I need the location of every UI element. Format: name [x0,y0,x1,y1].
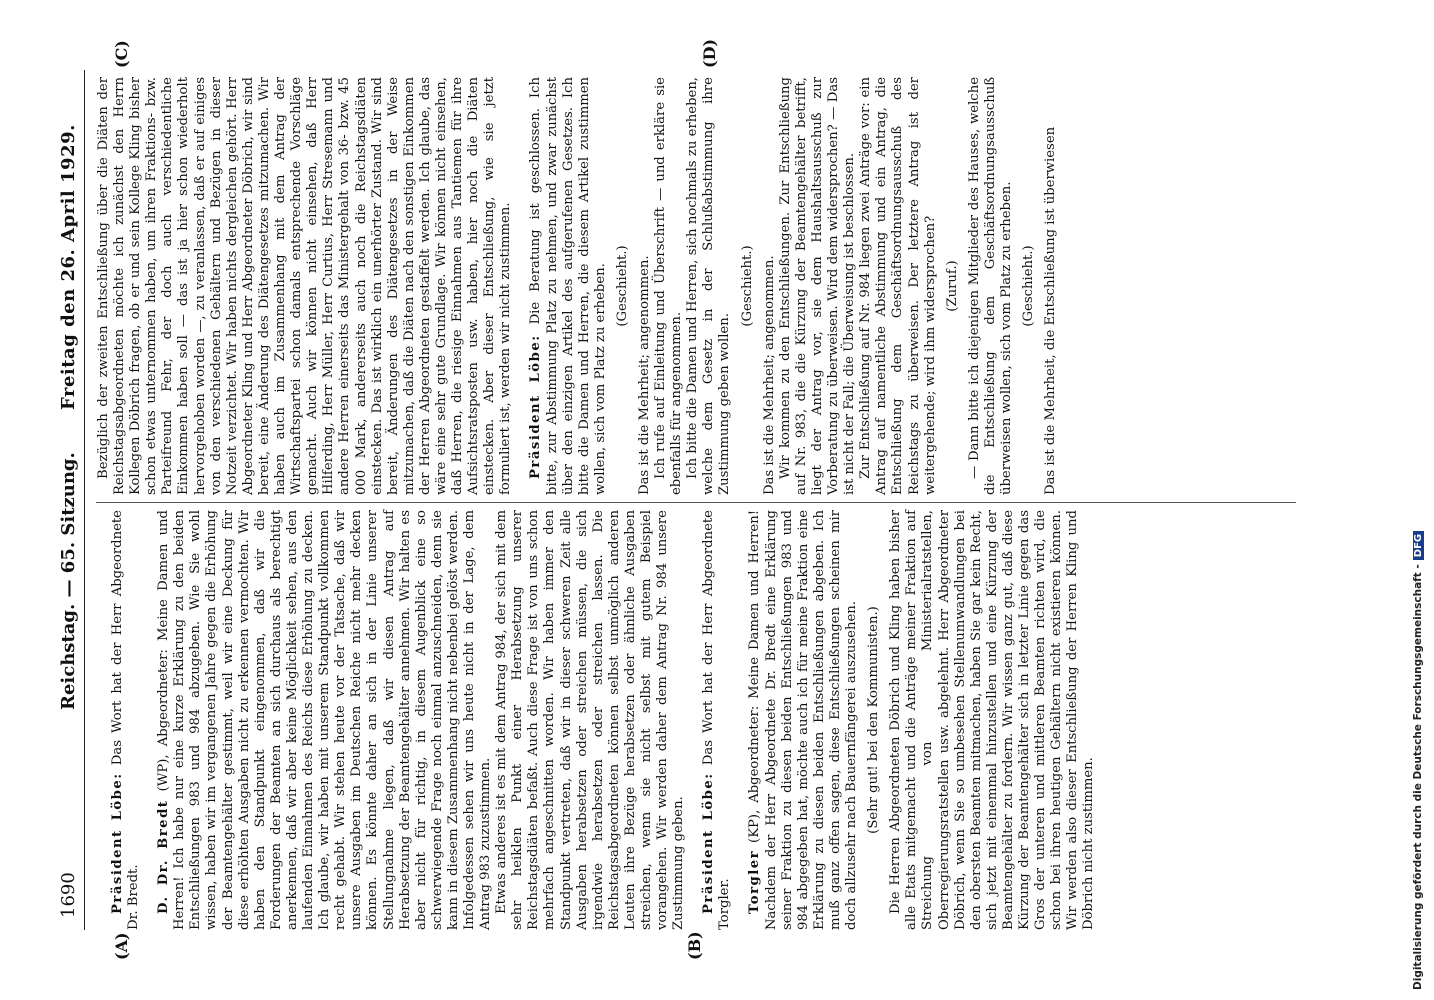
interjection: (Sehr gut! bei den Kommunisten.) [866,606,882,834]
credit-text: Digitalisierung gefördert durch die Deutsche Forschungsgemeinschaft - [1412,564,1424,990]
body-paragraph: Bezüglich der zweiten Entschließung über die Diäten der Reichstagsabgeordneten möchte ich zunächst den Herrn Kollegen Döbrich fragen, ob er und sein Kollege Kling bisher schon etwas unternommen haben, um ihren Fraktions- bzw. Parteifreund Fehr, der doch auch verschiedentliche Einkommen haben soll — das ist ja hier schon wiederholt hervorgehoben worden —, zu veranlassen, daß er auf einiges von den verschiedenen Gehältern und Bezügen in dieser Notzeit verzichtet. Wir haben nichts dergleichen gehört. Herr Abgeordneter Kling und Herr Abgeordneter Döbrich, wir sind bereit, eine Änderung des Diätengesetzes mitzumachen. Wir haben auch im Zusammenhang mit dem Antrag der Wirtschaftspartei schon damals entsprechende Vorschläge gemacht. Auch wir können nicht einsehen, daß Herr Hilferding, Herr Müller, Herr Curtius, Herr Stresemann und andere Herren einerseits das Ministergehalt von 36- bzw. 45 000 Mark, andererseits auch noch die Reichstagsdiäten einstecken. Das ist wirklich ein unerhörter Zustand. Wir sind bereit, Änderungen des Diätengesetzes in der Weise mitzumachen, daß die Diäten nach den sonstigen Einkommen der Herren Abgeordneten gestaffelt werden. Ich glaube, das wäre eine sehr gute Grundlage. Wir können nicht einsehen, daß Herren, die riesige Einnahmen aus Tantiemen für ihre Aufsichtsratsposten usw. haben, hier noch die Diäten einstecken. Aber dieser Entschließung, wie sie jetzt formuliert ist, werden wir nicht zustimmen. [96,77,514,495]
speech-paragraph [701,510,733,930]
speech-paragraph [747,510,860,930]
body-paragraph: Wir kommen zu den Entschließungen. Zur Entschließung auf Nr. 983, die die Kürzung der Beamtengehälter betrifft, liegt der Antrag vor, sie dem Haushaltsausschuß zur Vorberatung zu überweisen. Wird dem widersprochen? — Das ist nicht der Fall; die Überweisung ist beschlossen. [777,77,858,495]
page-number: 1690 [58,872,79,918]
interjection: (Geschieht.) [614,245,630,327]
body-paragraph: Die Herren Abgeordneten Döbrich und Kling haben bisher alle Etats mitgemacht und die Anträge meiner Fraktion auf Streichung von Ministerialratstellen, Oberregierungsratstellen usw. abgelehnt. Herr Abgeordneter Döbrich, wenn Sie so umbesehen Stellenumwandlungen bei den obersten Beamten mitmachen, haben Sie gar kein Recht, sich jetzt mit einemmal hinzustellen und eine Kürzung der Beamtengehälter zu fordern. Wir wissen ganz gut, daß diese Kürzung der Beamtengehälter sich in letzter Linie gegen das Gros der unteren und mittleren Beamten richten wird, die schon bei ihren heutigen Gehältern nicht existieren können. Wir werden also dieser Entschließung der Herren Kling und Döbrich nicht zustimmen. [888,510,1097,930]
speech-paragraph [110,510,142,930]
interjection: (Geschieht.) [739,245,755,327]
result-line: Das ist die Mehrheit; angenommen. [637,255,652,495]
body-paragraph: Ich rufe auf Einleitung und Überschrift — und erkläre sie ebenfalls für angenommen. [653,77,685,495]
interjection: (Zuruf.) [944,260,960,312]
speech-text: (KP), Abgeordneter: Meine Damen und Herren! Nachdem der Herr Abgeordnete Dr. Bredt eine Erklärung seiner Fraktion zu diesen beiden Entschließungen 983 und 984 abgegeben hat, möchte auch ich für meine Fraktion eine Erklärung zu diesen beiden Entschließungen abgeben. Ich muß ganz offen sagen, diese Entschließungen scheinen mir doch allzusehr nach Bauernfängerei auszusehen. [747,510,860,930]
digitization-credit [1412,0,1428,990]
column-divider [96,502,1296,503]
margin-letter-a: (A) [112,932,131,960]
dfg-logo: DFG [1413,531,1424,560]
body-paragraph: Ich bitte die Damen und Herren, sich nochmals zu erheben, welche dem Gesetz in der Schlußabstimmung ihre Zustimmung geben wollen. [685,77,733,495]
speaker-name: Präsident Löbe: [110,772,125,914]
session-title: Reichstag. — 65. Sitzung. [58,452,79,710]
speech-text: (WP), Abgeordneter: Meine Damen und Herren! Ich habe nur eine kurze Erklärung zu den beiden Entschließungen 983 und 984 abzugeben. Wie Sie wohl wissen, haben wir im vergangenen Jahre gegen die Erhöhung der Beamtengehälter gestimmt, weil wir eine Deckung für diese erhöhten Ausgaben nicht zu erkennen vermochten. Wir haben den Standpunkt eingenommen, daß wir die Forderungen der Beamten an sich durchaus als berechtigt anerkennen, daß wir aber keine Möglichkeit sehen, aus den laufenden Einnahmen des Reichs diese Erhöhung zu decken. Ich glaube, wir haben mit unserem Standpunkt vollkommen recht gehabt. Wir stehen heute vor der Tatsache, daß wir unsere Ausgaben im Deutschen Reiche nicht mehr decken können. Es könnte daher an sich in der Linie unserer Stellungnahme liegen, daß wir diesen Antrag auf Herabsetzung der Beamtengehälter annehmen. Wir halten es aber nicht für richtig, in diesem Augenblick eine so schwerwiegende Frage noch einmal anzuschneiden, denn sie kann in diesem Zusammenhang nicht nebenbei gelöst werden. Infolgedessen sehen wir uns heute nicht in der Lage, dem Antrag 983 zuzustimmen. [156,510,494,930]
interjection: (Geschieht.) [1021,245,1037,327]
speaker-name: Präsident Löbe: [528,334,544,479]
left-column [96,510,1097,930]
right-column [96,77,1059,495]
body-paragraph: Etwas anderes ist es mit dem Antrag 984, der sich mit dem sehr heiklen Punkt einer Herabsetzung unserer Reichstagsdiäten befaßt. Auch diese Frage ist von uns schon mehrfach angeschnitten worden. Wir haben immer den Standpunkt vertreten, daß wir in dieser schweren Zeit alle Ausgaben herabsetzen oder streichen müssen, die sich irgendwie herabsetzen oder streichen lassen. Die Reichstagsabgeordneten können selbst unmöglich anderen Leuten ihre Bezüge herabsetzen oder ähnliche Ausgaben streichen, wenn sie nicht selbst mit gutem Beispiel vorangehen. Wir werden daher dem Antrag Nr. 984 unsere Zustimmung geben. [494,510,687,930]
speaker-name: Torgler [747,849,763,914]
speaker-name: D. Dr. Bredt [156,799,172,914]
speech-text: Das Wort hat der Herr Abgeordnete Dr. Bredt. [110,510,142,930]
speech-paragraph [528,77,608,495]
body-paragraph: Zur Entschließung auf Nr. 984 liegen zwei Anträge vor: ein Antrag auf namentliche Abstimmung und ein Antrag, die Entschließung dem Geschäftsordnungsausschuß des Reichstags zu überweisen. Der letztere Antrag ist der weitergehende; wird ihm widersprochen? [858,77,938,495]
speech-text: Die Beratung ist geschlossen. Ich bitte, zur Abstimmung Platz zu nehmen, und zwar zunächst über den einzigen Artikel des aufgerufenen Gesetzes. Ich bitte die Damen und Herren, die diesem Artikel zustimmen wollen, sich vom Platz zu erheben. [528,77,608,495]
result-line: Das ist die Mehrheit; angenommen. [761,255,777,495]
body-paragraph: — Dann bitte ich diejenigen Mitglieder des Hauses, welche die Entschließung dem Geschäftsordnungsausschuß überweisen wollen, sich vom Platz zu erheben. [966,77,1014,495]
result-line: Das ist die Mehrheit, die Entschließung ist überwiesen [1043,126,1059,495]
speaker-name: Präsident Löbe: [701,772,717,914]
margin-letter-c: (C) [112,40,131,68]
margin-letter-b: (B) [685,931,704,960]
running-head [58,70,85,930]
session-date: Freitag den 26. April 1929. [58,124,79,410]
margin-letter-d: (D) [700,38,719,68]
speech-paragraph [156,510,494,930]
speech-text: Das Wort hat der Herr Abgeordnete Torgler. [701,510,733,930]
